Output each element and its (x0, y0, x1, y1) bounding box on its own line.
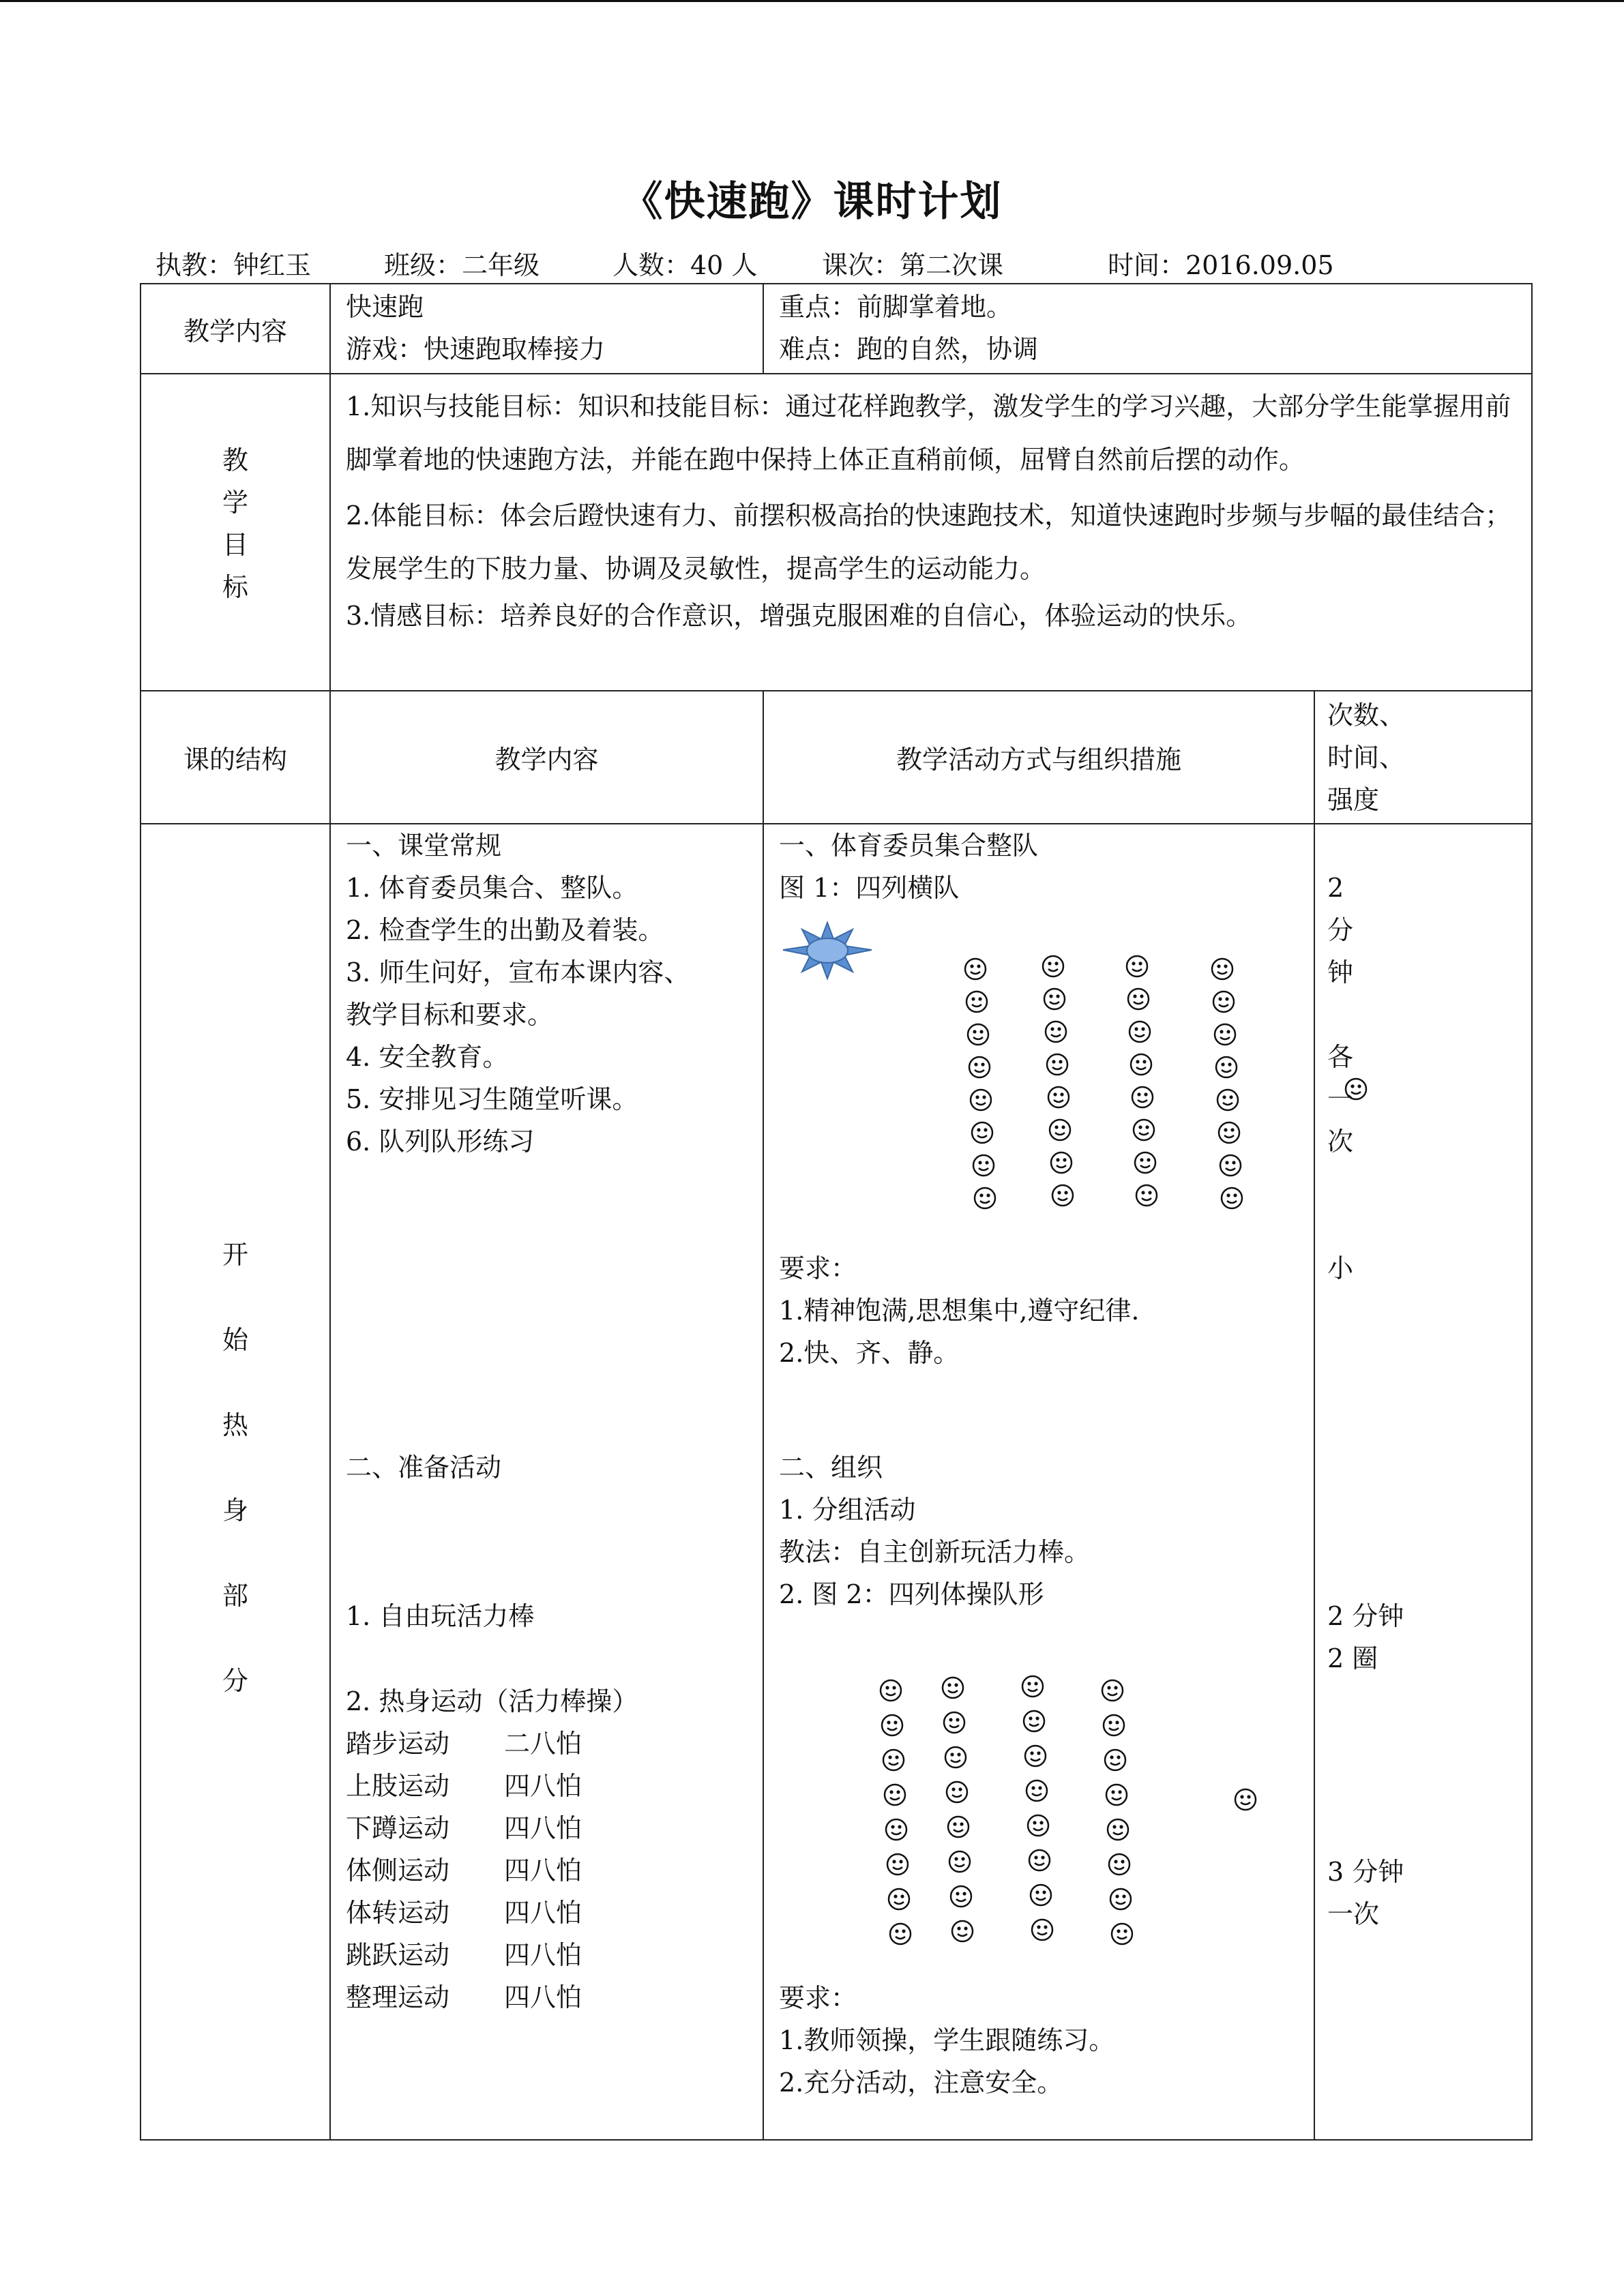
exercise-beats: 二八怕 (504, 1729, 582, 1759)
student-icon (947, 1849, 972, 1874)
routine-item: 2. 检查学生的出勤及着装。 (346, 915, 664, 945)
page-title: 《快速跑》课时计划 (621, 178, 1003, 226)
exercise-name: 跳跃运动 (346, 1940, 450, 1970)
student-icon (966, 1022, 990, 1047)
student-icon (884, 1817, 909, 1842)
exercise-beats: 四八怕 (504, 1982, 582, 2012)
load-line: 次 (1327, 1127, 1354, 1157)
student-icon (1211, 989, 1236, 1014)
student-icon (1106, 1817, 1130, 1842)
student-icon (1102, 1713, 1126, 1738)
student-icon (1130, 1085, 1155, 1109)
student-icon (1049, 1150, 1074, 1175)
student-icon (1132, 1118, 1156, 1142)
organization-title: 二、组织 (779, 1452, 883, 1482)
exercise-row (346, 1723, 582, 1765)
load-line: 一次 (1327, 1899, 1380, 1929)
student-icon (1220, 1186, 1244, 1210)
header-load-cell (1314, 691, 1532, 824)
student-icon (1044, 1019, 1068, 1044)
header-load-line: 次数、 (1327, 700, 1406, 730)
student-icon (969, 1088, 993, 1112)
student-icon (880, 1713, 904, 1738)
routine-list (331, 824, 763, 1163)
student-icon (1103, 1748, 1127, 1772)
student-icon (885, 1852, 910, 1877)
header-load-line: 强度 (1327, 785, 1380, 815)
student-icon (949, 1884, 973, 1909)
lesson-plan-table (140, 283, 1533, 2141)
student-icon (941, 1675, 965, 1700)
organization-item: 1. 分组活动 (779, 1495, 916, 1525)
routine-item: 3. 师生问好，宣布本课内容、 (346, 957, 690, 987)
goal-knowledge: 1.知识与技能目标：知识和技能目标：通过花样跑教学，激发学生的学习兴趣，大部分学生能掌握用前脚掌着地的快速跑方法，并能在跑中保持上体正直稍前倾，屈臂自然前后摆的动作。 (346, 391, 1511, 475)
requirement-item: 1.精神饱满,思想集中,遵守纪律. (779, 1296, 1140, 1326)
exercise-name: 整理运动 (346, 1982, 450, 2012)
exercise-name: 上肢运动 (346, 1771, 450, 1801)
student-icon (970, 1120, 994, 1145)
student-icon (945, 1780, 969, 1804)
teacher-info: 执教：钟红玉 (156, 250, 312, 280)
student-icon (1214, 1055, 1239, 1079)
warmup-section-row (141, 824, 1532, 2140)
figure-1-caption: 图 1：四列横队 (779, 873, 960, 903)
student-icon (943, 1745, 968, 1770)
exercise-name: 踏步运动 (346, 1729, 450, 1759)
student-icon (1024, 1778, 1049, 1803)
load-line: 钟 (1327, 957, 1354, 987)
key-points-cell (763, 284, 1532, 374)
section-label-cell (141, 824, 330, 2140)
goal-fitness: 2.体能目标：体会后蹬快速有力、前摆积极高抬的快速跑技术，知道快速跑时步频与步幅的最佳结合；发展学生的下肢力量、协调及灵敏性，提高学生的运动能力。 (346, 501, 1511, 584)
student-icon (1041, 954, 1065, 979)
exercise-row (346, 1765, 582, 1807)
load-line: 2 分钟 (1327, 1601, 1404, 1631)
student-icon (1134, 1183, 1159, 1208)
objectives-label-cell (141, 374, 330, 691)
exercise-beats: 四八怕 (504, 1898, 582, 1928)
student-icon (881, 1748, 906, 1772)
section-label-char: 身 (222, 1495, 248, 1525)
organization-block (764, 1446, 1090, 1615)
exercise-name: 体转运动 (346, 1898, 450, 1928)
figure-2-caption: 2. 图 2：四列体操队形 (779, 1579, 1044, 1609)
section-load-cell (1314, 824, 1532, 2140)
student-icon (1050, 1183, 1075, 1208)
difficulty-point: 难点：跑的自然，协调 (779, 334, 1039, 364)
organization-method: 教法：自主创新玩活力棒。 (779, 1537, 1091, 1567)
objectives-row (141, 374, 1532, 691)
assembly-title: 一、体育委员集合整队 (779, 831, 1039, 861)
time-info: 时间：2016.09.05 (1108, 250, 1334, 280)
routine-item: 5. 安排见习生随堂听课。 (346, 1084, 638, 1114)
student-icon (1133, 1150, 1157, 1175)
load-block-1 (1315, 824, 1531, 1289)
student-icon (1100, 1678, 1125, 1703)
student-icon (1030, 1918, 1054, 1942)
student-icon (887, 1887, 911, 1911)
objectives-label-char: 学 (222, 487, 248, 518)
header-methods: 教学活动方式与组织措施 (763, 691, 1314, 824)
student-icon (1210, 957, 1235, 981)
objectives-label-char: 标 (222, 571, 248, 602)
student-icon (1027, 1848, 1052, 1873)
student-icon (1125, 954, 1149, 979)
content-label: 教学内容 (183, 316, 287, 346)
key-point: 重点：前脚掌着地。 (779, 292, 1013, 322)
student-icon (950, 1919, 975, 1943)
student-icon (1026, 1813, 1050, 1838)
routine-item: 1. 体育委员集合、整队。 (346, 873, 638, 903)
class-info: 班级：二年级 (384, 250, 540, 280)
header-content: 教学内容 (330, 691, 763, 824)
warmup-title: 二、准备活动 (346, 1452, 502, 1482)
content-items-cell (330, 284, 763, 374)
routine-item: 4. 安全教育。 (346, 1042, 509, 1072)
student-icon (942, 1710, 966, 1735)
content-row (141, 284, 1532, 374)
section-label-char: 热 (222, 1410, 248, 1440)
student-icon (1107, 1852, 1132, 1877)
exercise-row (346, 1934, 582, 1976)
student-icon (879, 1678, 903, 1703)
student-icon (1127, 1019, 1152, 1044)
load-line: 分 (1327, 915, 1354, 945)
content-item-2: 游戏：快速跑取棒接力 (346, 334, 606, 364)
session-info: 课次：第二次课 (822, 250, 1004, 280)
student-icon (1218, 1153, 1243, 1178)
load-line: 各 (1327, 1042, 1354, 1072)
header-structure: 课的结构 (141, 691, 330, 824)
requirement-item: 2.快、齐、静。 (779, 1338, 960, 1368)
load-block-2 (1315, 1595, 1404, 1680)
header-load-line: 时间、 (1327, 743, 1406, 773)
student-icon (1217, 1120, 1241, 1145)
student-icon (1029, 1883, 1053, 1907)
content-item-1: 快速跑 (346, 292, 424, 322)
assembly-block (764, 824, 1314, 909)
student-icon (888, 1922, 913, 1946)
requirement-block-2 (764, 1977, 1114, 2104)
section-label-char: 始 (222, 1325, 248, 1355)
requirement-block-1 (764, 1247, 1140, 1374)
exercise-beats: 四八怕 (504, 1940, 582, 1970)
student-icon (1215, 1088, 1240, 1112)
routine-title: 一、课堂常规 (346, 831, 502, 861)
routine-item: 教学目标和要求。 (346, 1000, 554, 1030)
load-line: 2 (1327, 873, 1344, 903)
exercise-beats: 四八怕 (504, 1855, 582, 1885)
section-methods-cell (763, 824, 1314, 2140)
warmup-item-1: 1. 自由玩活力棒 (346, 1601, 535, 1631)
count-info: 人数：40 人 (612, 250, 758, 280)
load-line: 小 (1327, 1253, 1354, 1283)
section-label-char: 部 (222, 1581, 248, 1611)
sun-icon (776, 920, 879, 981)
student-icon (883, 1783, 907, 1807)
student-icon (973, 1186, 997, 1210)
exercise-name: 体侧运动 (346, 1855, 450, 1885)
objectives-text-cell (330, 374, 1532, 691)
load-line: 2 圈 (1327, 1643, 1378, 1673)
student-icon (946, 1815, 971, 1839)
objectives-label-char: 目 (222, 529, 248, 560)
student-icon (1213, 1022, 1237, 1047)
student-icon (967, 1055, 992, 1079)
section-label-char: 分 (222, 1666, 248, 1696)
requirement-item: 2.充分活动，注意安全。 (779, 2068, 1063, 2098)
section-label-char: 开 (222, 1240, 248, 1270)
student-icon (1020, 1674, 1045, 1699)
student-icon (1023, 1744, 1048, 1768)
requirement-title: 要求： (779, 1253, 857, 1283)
exercise-list (346, 1723, 582, 2018)
student-icon (1048, 1118, 1072, 1142)
student-icon (1045, 1052, 1069, 1077)
student-icon (1108, 1887, 1133, 1911)
student-icon (971, 1153, 996, 1178)
header-row (141, 691, 1532, 824)
exercise-beats: 四八怕 (504, 1771, 582, 1801)
exercise-name: 下蹲运动 (346, 1813, 450, 1843)
student-icon (964, 989, 989, 1014)
exercise-row (346, 1976, 582, 2018)
objectives-label-char: 教 (222, 445, 248, 475)
page-top-border (0, 0, 1624, 2)
student-icon (1110, 1922, 1134, 1946)
content-label-cell (141, 284, 330, 374)
exercise-row (346, 1892, 582, 1934)
student-icon (1046, 1085, 1071, 1109)
teacher-icon (1233, 1787, 1258, 1812)
student-icon (1104, 1783, 1129, 1807)
load-line: 3 分钟 (1327, 1857, 1404, 1887)
warmup-item-2: 2. 热身运动（活力棒操） (346, 1686, 638, 1716)
exercise-row (346, 1807, 582, 1849)
student-icon (1126, 987, 1151, 1011)
exercise-beats: 四八怕 (504, 1813, 582, 1843)
student-icon (963, 957, 988, 981)
requirement-title: 要求： (779, 1983, 857, 2013)
student-icon (1042, 987, 1067, 1011)
student-icon (1129, 1052, 1153, 1077)
load-block-3 (1315, 1851, 1404, 1935)
section-content-cell (330, 824, 763, 2140)
exercise-row (346, 1849, 582, 1892)
routine-item: 6. 队列队形练习 (346, 1127, 535, 1157)
requirement-item: 1.教师领操，学生跟随练习。 (779, 2025, 1115, 2055)
load-line: 一 (1327, 1084, 1354, 1114)
student-icon (1022, 1709, 1046, 1733)
goal-emotion: 3.情感目标：培养良好的合作意识，增强克服困难的自信心，体验运动的快乐。 (346, 601, 1252, 631)
